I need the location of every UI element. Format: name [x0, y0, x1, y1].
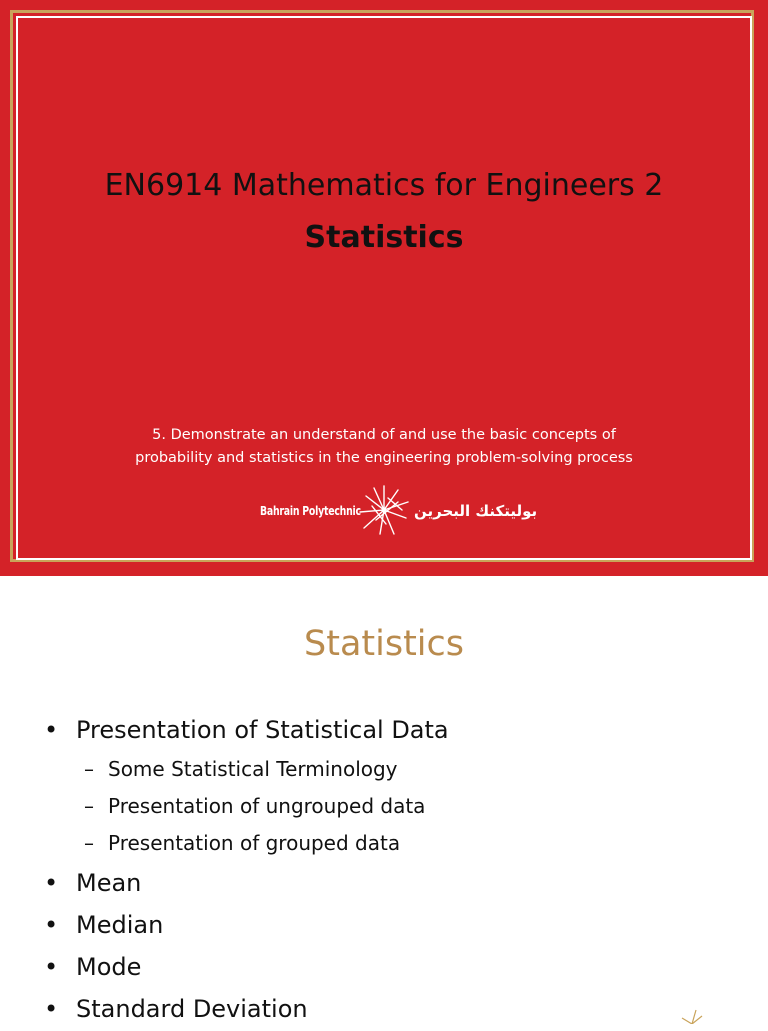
slide-border-white: [16, 16, 752, 560]
dash-glyph: –: [84, 757, 94, 781]
dash-glyph: –: [84, 831, 94, 855]
course-title: EN6914 Mathematics for Engineers 2: [104, 168, 664, 203]
sub-list-item: [44, 789, 449, 826]
logo-english-text: Bahrain Polytechnic: [260, 504, 361, 518]
list-item: [44, 947, 449, 989]
sub-list-item-label: Some Statistical Terminology: [108, 757, 398, 781]
bullet-glyph: •: [44, 953, 59, 981]
list-item: [44, 989, 449, 1031]
learning-outcome: [0, 424, 768, 470]
contents-title: Statistics: [304, 624, 464, 664]
topic-title: Statistics: [304, 220, 464, 255]
list-item-label: Presentation of Statistical Data: [76, 716, 449, 744]
bullet-glyph: •: [44, 716, 59, 744]
list-item: [44, 863, 449, 905]
list-item-label: Mean: [76, 869, 142, 897]
bahrain-polytechnic-logo: [240, 484, 538, 536]
list-item-label: Standard Deviation: [76, 995, 308, 1023]
list-item-label: Median: [76, 911, 164, 939]
list-item-label: Mode: [76, 953, 142, 981]
learning-outcome-line-2: probability and statistics in the engineering problem-solving process: [135, 450, 633, 466]
logo-arabic-text: بوليتكنك البحرين: [414, 502, 538, 520]
contents-slide: [0, 576, 768, 1024]
bullet-glyph: •: [44, 995, 59, 1023]
sub-list-item: [44, 826, 449, 863]
bullet-glyph: •: [44, 869, 59, 897]
star-burst-icon: [358, 484, 410, 536]
logo-fragment-icon: [676, 1008, 706, 1024]
sub-list-item: [44, 752, 449, 789]
list-item: [44, 905, 449, 947]
learning-outcome-line-1: 5. Demonstrate an understand of and use the basic concepts of: [152, 427, 616, 443]
sub-list-item-label: Presentation of ungrouped data: [108, 794, 426, 818]
bullet-glyph: •: [44, 911, 59, 939]
list-item: [44, 710, 449, 752]
topic-list: [44, 710, 449, 1031]
sub-list-item-label: Presentation of grouped data: [108, 831, 401, 855]
dash-glyph: –: [84, 794, 94, 818]
